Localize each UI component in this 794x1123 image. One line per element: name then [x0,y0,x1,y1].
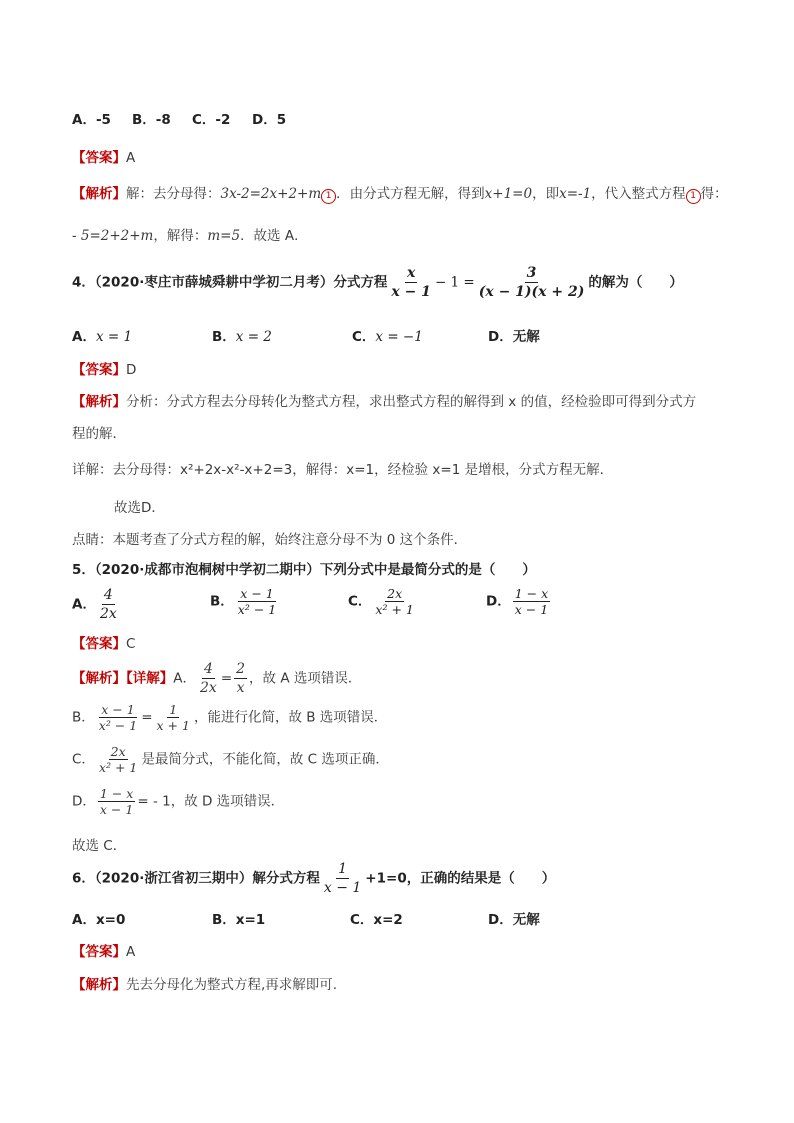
q4-comment: 点睛：本题考查了分式方程的解，始终注意分母不为 0 这个条件． [72,532,468,548]
text: ．故选 A． [240,228,308,244]
q6-answer [72,940,135,960]
q4-detail: 详解：去分母得：x²+2x-x²-x+2=3，解得：x=1，经检验 x=1 是增根，分式方程无解． [72,462,614,478]
answer-tag: 【答案】 [72,150,126,166]
detail-tag: 【详解】 [126,670,174,687]
q4-stem [72,264,683,301]
text: 解：去分母得： [126,186,221,202]
q6-stem: 6．（2020·浙江省初三期中）解分式方程 $\frac{1}{x - 1}$ +1=0，正确的结果是（ ） [72,861,556,896]
q4-option-a: A．x = 1 [72,329,133,345]
fraction: $\frac{1 - x}{x - 1}$ [99,786,134,817]
q6-option-d: D．无解 [488,912,540,928]
q3-option-d: D．5 [252,112,287,128]
fraction: $\frac{1}{x + 1}$ [156,702,190,733]
q5-stem: 5．（2020·成都市泡桐树中学初二期中）下列分式中是最简分式的是（ ） [72,562,536,578]
q6-option-a: A．x=0 [72,912,126,928]
answer-tag: 【答案】 [72,362,126,378]
numerator: x [406,265,416,281]
text: 得： [700,186,728,202]
equation: x=-1 [559,186,592,202]
q6-option-b: B．x=1 [212,912,266,928]
q4-analysis-line-2: 程的解． [72,426,126,442]
fraction: $\frac{x - 1}{\text{x² − 1}}$ [98,702,138,733]
equation: 3x-2=2x+2+m [220,186,322,202]
q4-option-d: D．无解 [488,329,540,345]
denominator: (x − 1)(x + 2) [478,284,585,300]
equation: m=5 [207,228,241,244]
q3-option-a: A．-5 [72,112,111,128]
fraction [389,264,433,301]
fraction: $\frac{4}{2x}$ [99,587,117,622]
q5-answer [72,632,135,652]
fraction: $\frac{4}{2x}$ [200,661,217,696]
circled-number: 1 [321,189,336,204]
question-text: 4．（2020·枣庄市薛城舜耕中学初二月考）分式方程 [72,274,388,291]
text: ．由分式方程无解，得到 [336,186,485,202]
fraction: $\frac{x - 1}{\text{x² − 1}}$ [237,586,277,617]
equation: - 5=2+2+m [72,228,154,244]
q5-analysis-a: 【解析】【详解】A． $\frac{4}{2x}$ = $\frac{2}{x}$ ，故 A 选项错误． [72,661,362,696]
denominator: x − 1 [391,284,431,300]
q6-analysis: 【解析】先去分母化为整式方程,再求解即可. [72,977,338,993]
q4-choose: 故选D． [114,500,165,516]
q5-analysis-d: D． $\frac{1 - x}{x - 1}$ = - 1，故 D 选项错误． [72,786,285,817]
q5-option-b: B． $\frac{x - 1}{\text{x² − 1}}$ [210,586,277,617]
answer-value: A [126,150,136,166]
answer-tag: 【答案】 [72,636,126,652]
q4-option-c: C．x = −1 [352,329,423,345]
q3-analysis-line-1 [72,182,728,204]
fraction: $\frac{2}{x}$ [236,661,246,696]
analysis-tag: 【解析】 [72,670,126,687]
fraction: $\frac{1}{x - 1}$ [323,861,362,896]
text: 分析：分式方程去分母转化为整式方程，求出整式方程的解得到 x 的值，经检验即可得到分式方 [126,394,697,410]
answer-value: C [126,636,136,652]
q3-analysis-line-2 [72,224,308,244]
q4-option-b: B．x = 2 [212,329,272,345]
analysis-tag: 【解析】 [72,977,126,993]
fraction [477,264,587,301]
q5-analysis-c: C． $\frac{2x}{\text{x² + 1}}$ 是最简分式，不能化简，故 C 选项正确． [72,744,389,775]
q5-choose: 故选 C． [72,838,127,854]
q3-option-c: C．-2 [192,112,231,128]
q5-option-d: D． $\frac{1 - x}{x - 1}$ [486,586,549,617]
question-text: 的解为（ ） [588,274,683,291]
analysis-tag: 【解析】 [72,186,126,202]
text: ，即 [532,186,560,202]
q3-answer [72,146,135,166]
text: ，解得： [153,228,208,244]
text: ，代入整式方程 [591,186,686,202]
analysis-tag: 【解析】 [72,394,126,410]
answer-tag: 【答案】 [72,944,126,960]
fraction: $\frac{2x}{\text{x² + 1}}$ [375,586,414,617]
numerator: 3 [526,265,537,281]
q5-option-c: C． $\frac{2x}{\text{x² + 1}}$ [348,586,414,617]
equation: x+1=0 [484,186,533,202]
q3-option-b: B．-8 [132,112,171,128]
q5-option-a: A． $\frac{4}{2x}$ [72,587,117,622]
fraction: $\frac{2x}{\text{x² + 1}}$ [98,744,138,775]
operator: − 1 = [434,274,475,291]
q5-analysis-b: B． $\frac{x - 1}{\text{x² − 1}}$ = $\frac{1}{x + 1}$ ，能进行化简，故 B 选项错误． [72,702,388,733]
answer-value: D [126,362,137,378]
circled-number: 1 [686,189,701,204]
fraction: $\frac{1 - x}{x - 1}$ [514,586,549,617]
q4-answer [72,358,136,378]
q6-option-c: C．x=2 [350,912,403,928]
q4-analysis-line-1 [72,390,696,410]
answer-value: A [126,944,136,960]
